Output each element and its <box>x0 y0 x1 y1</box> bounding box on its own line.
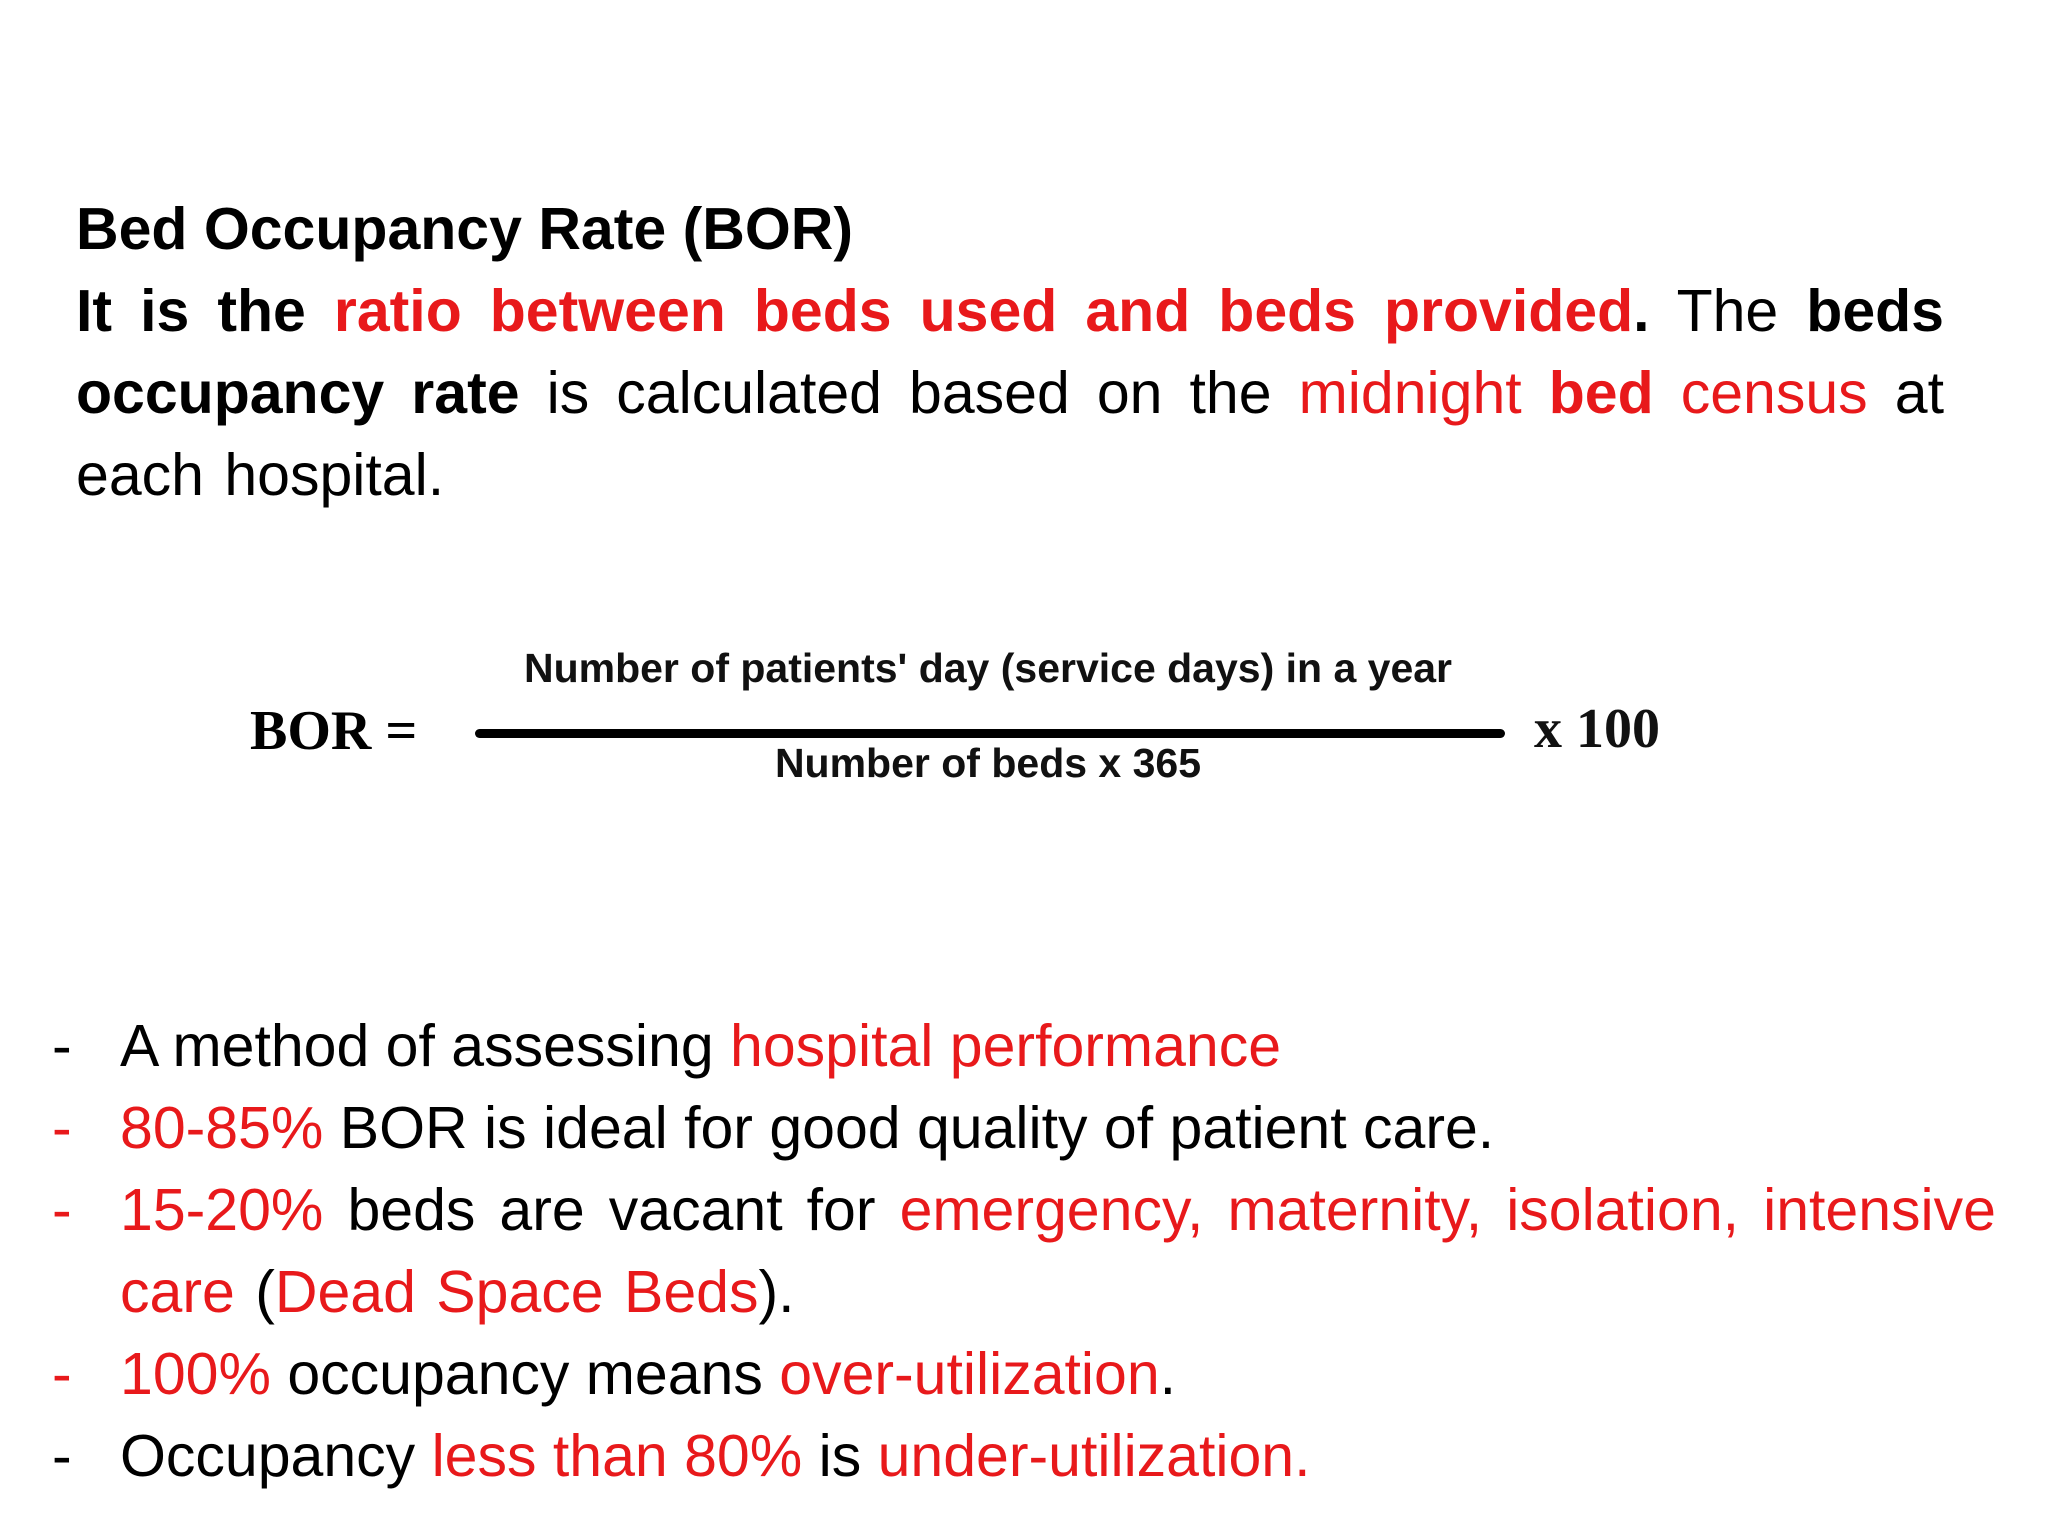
bullet-highlight: 80-85% <box>120 1095 324 1161</box>
bullet-text: Occupancy <box>120 1423 416 1489</box>
definition-beds-occupancy-rate: beds occupancy rate <box>76 278 1944 426</box>
definition-block <box>76 188 1944 516</box>
bullet-highlight: under-utilization. <box>877 1423 1311 1489</box>
formula-multiplier: x 100 <box>1534 698 1660 760</box>
bullet-highlight: 100% <box>120 1341 271 1407</box>
bullet-text: . <box>1159 1341 1177 1407</box>
bullet-highlight: Dead Space Beds <box>274 1259 759 1325</box>
bullet-dash: - <box>52 1177 72 1243</box>
bullet-dash: - <box>52 1013 72 1079</box>
list-item <box>52 1169 1996 1333</box>
bullet-text: A method of assessing <box>120 1013 714 1079</box>
definition-census: census <box>1680 360 1868 426</box>
list-item <box>52 1005 1996 1087</box>
list-item <box>52 1333 1996 1415</box>
bullet-text: beds are vacant for <box>347 1177 876 1243</box>
bullet-highlight: over-utilization <box>779 1341 1160 1407</box>
definition-ratio: ratio between beds used and beds provided <box>333 278 1634 344</box>
formula-lhs: BOR = <box>250 700 418 762</box>
bullet-text: ). <box>758 1259 795 1325</box>
definition-period: . <box>1633 278 1650 344</box>
formula-numerator: Number of patients' day (service days) in a year <box>523 645 1453 691</box>
bullet-dash: - <box>52 1423 72 1489</box>
fraction-bar <box>475 729 1505 738</box>
bullet-highlight: 15-20% <box>120 1177 324 1243</box>
list-item <box>52 1415 1996 1497</box>
formula-denominator: Number of beds x 365 <box>774 740 1202 786</box>
definition-paragraph <box>76 270 1944 516</box>
bullet-text: BOR is ideal for good quality of patient care. <box>339 1095 1495 1161</box>
bullet-list <box>52 1005 1996 1497</box>
bullet-text: ( <box>255 1259 275 1325</box>
bullet-dash: - <box>52 1341 72 1407</box>
definition-end: at each hospital. <box>76 360 1944 508</box>
bullet-text: is <box>818 1423 862 1489</box>
definition-calculated: is calculated based on the <box>546 360 1272 426</box>
slide-title: Bed Occupancy Rate (BOR) <box>76 196 853 262</box>
definition-midnight: midnight <box>1298 360 1522 426</box>
definition-the: The <box>1676 278 1779 344</box>
bullet-dash: - <box>52 1095 72 1161</box>
definition-intro: It is the <box>76 278 306 344</box>
bullet-highlight: hospital performance <box>730 1013 1282 1079</box>
definition-bed: bed <box>1548 360 1654 426</box>
list-item <box>52 1087 1996 1169</box>
bullet-highlight: less than 80% <box>431 1423 803 1489</box>
bullet-highlight: emergency, maternity, isolation, intensive care <box>120 1177 1996 1325</box>
bullet-text: occupancy means <box>287 1341 763 1407</box>
